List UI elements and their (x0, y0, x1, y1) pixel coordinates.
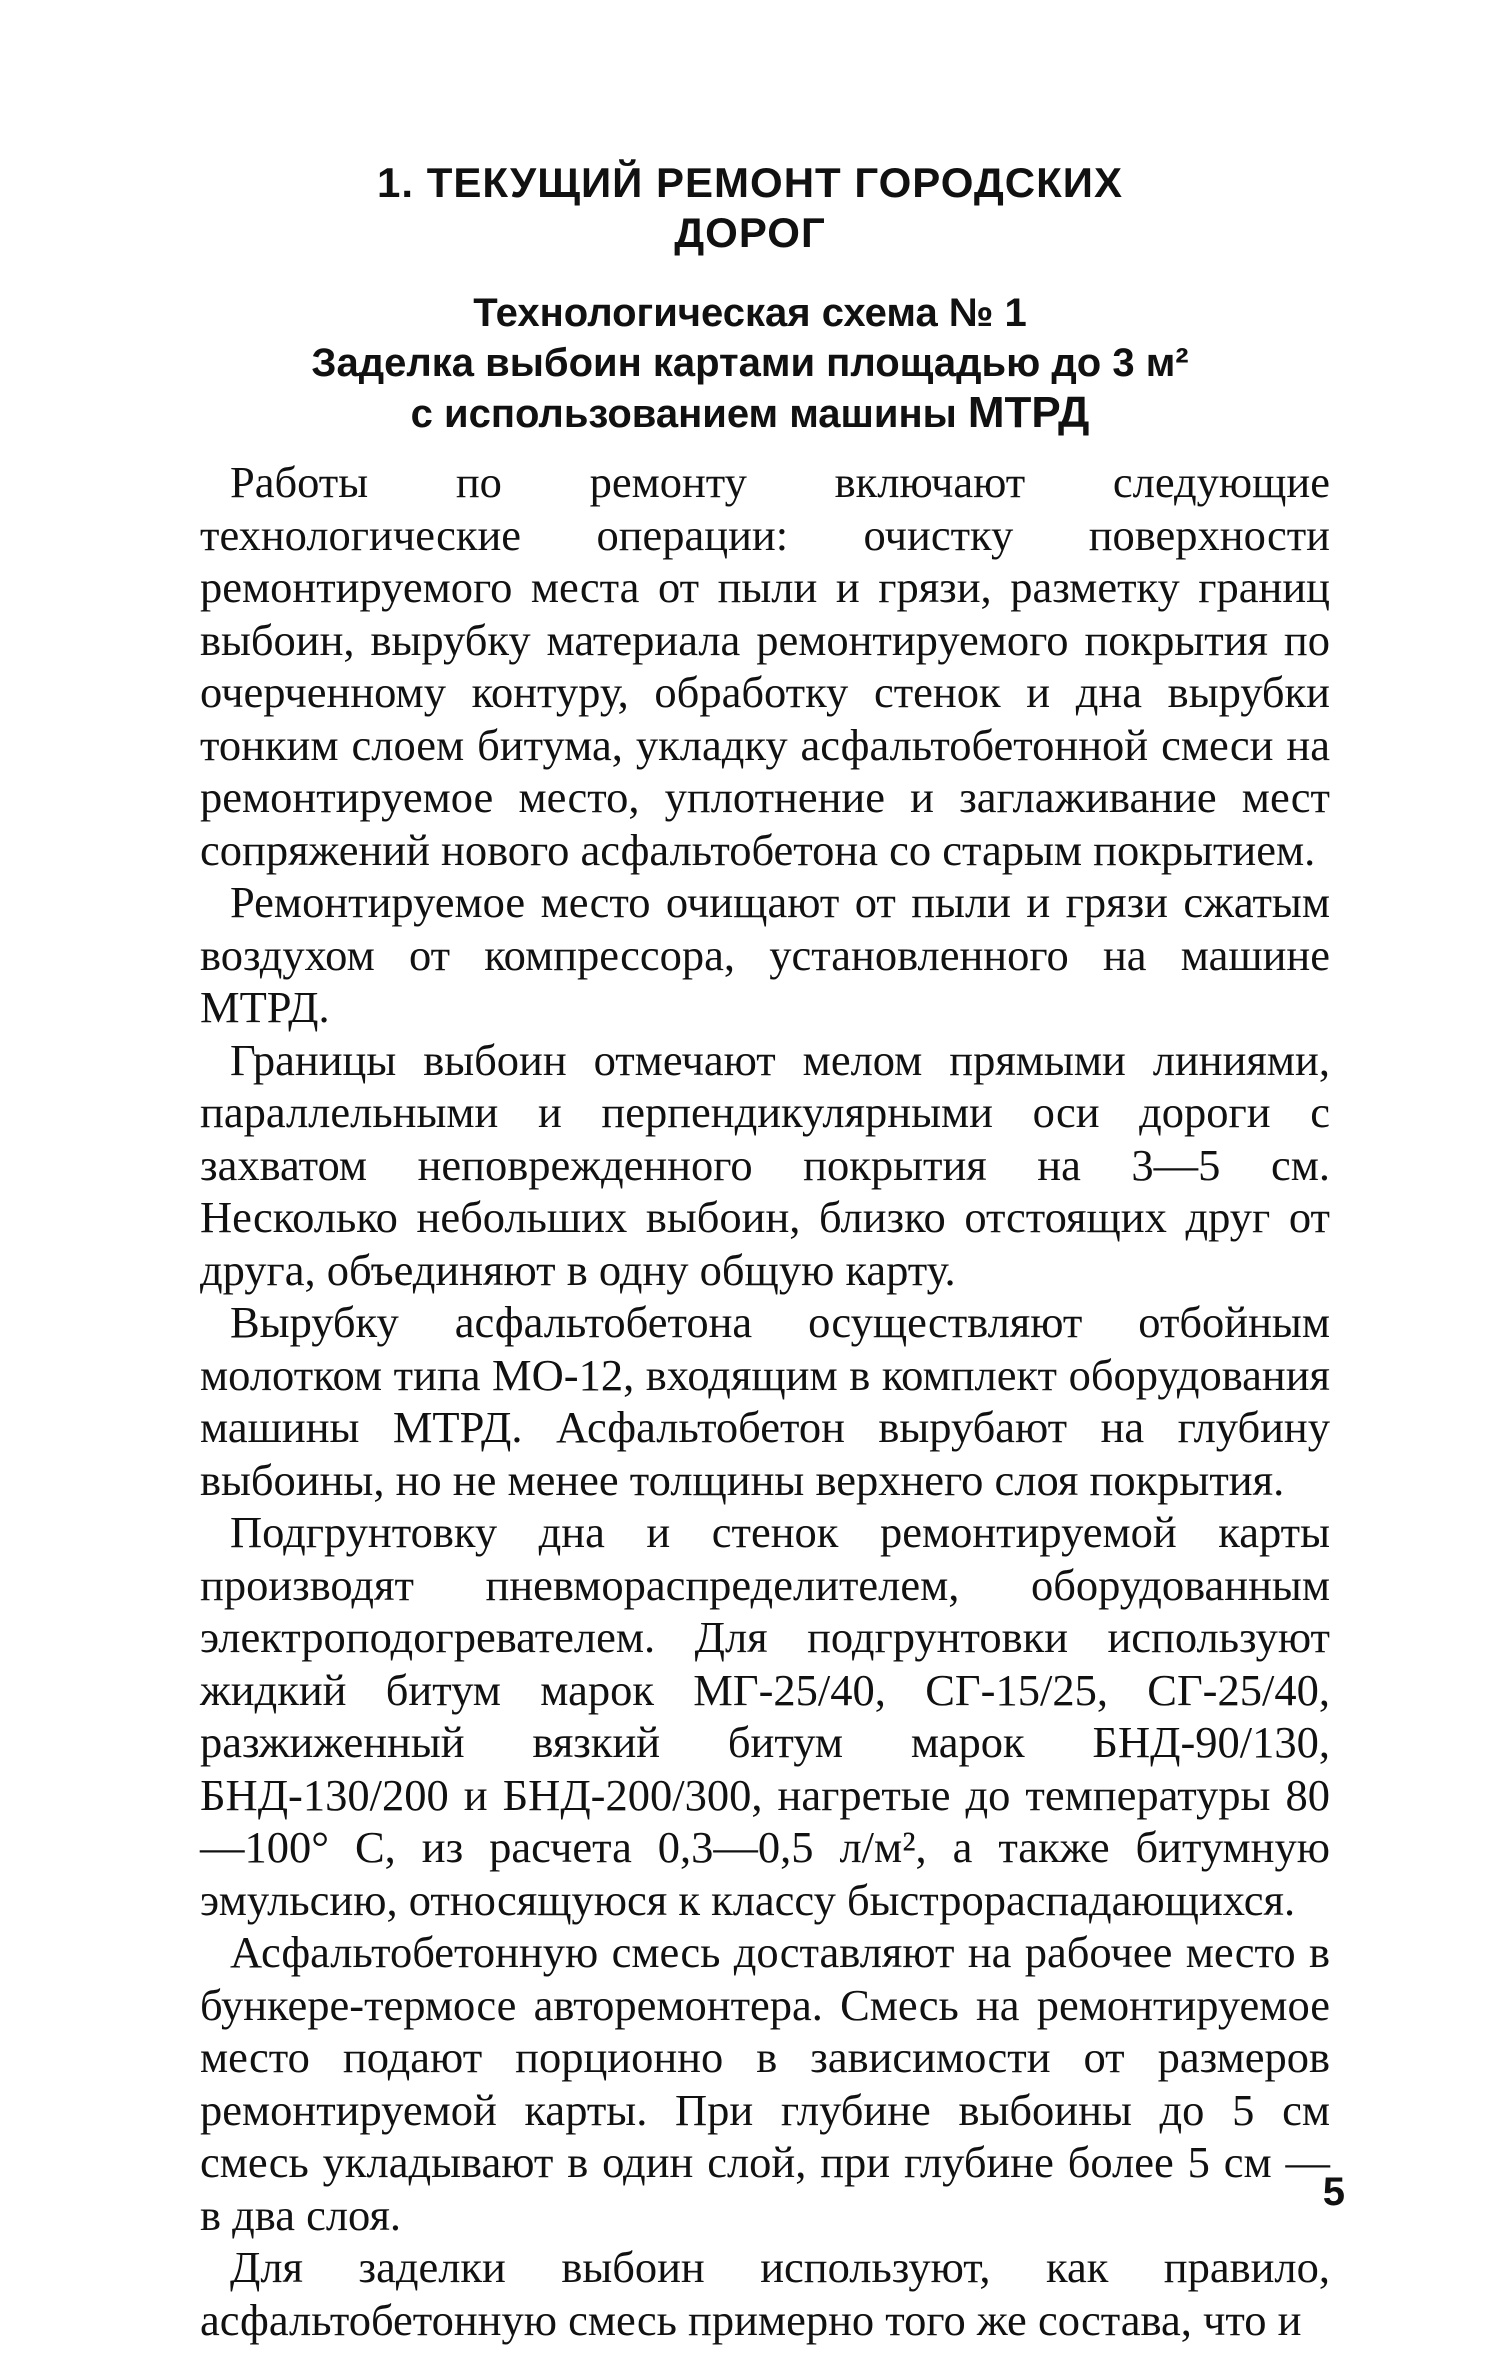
page-number: 5 (1322, 2170, 1345, 2214)
body-text (200, 456, 1330, 2346)
section-heading (0, 158, 1500, 258)
paragraph-4: Вырубку асфальтобетона осуществляют отбойным молотком типа МО-12, входящим в комплект оборудования машины МТРД. Асфальтобетон вырубают на глубину выбоины, но не менее толщины верхнего слоя покрытия. (200, 1297, 1330, 1505)
paragraph-3: Границы выбоин отмечают мелом прямыми линиями, параллельными и перпендикулярными оси дороги с захватом неповрежденного покрытия на 3—5 см. Несколько небольших выбоин, близко отстоящих друг от друга, объединяют в одну общую карту. (200, 1034, 1330, 1295)
paragraph-7: Для заделки выбоин используют, как правило, асфальтобетонную смесь примерно того же состава, что и (200, 2242, 1330, 2345)
scheme-heading-line-1: Технологическая схема № 1 (473, 291, 1027, 335)
scheme-heading (0, 288, 1500, 439)
machine-name: МТРД (967, 388, 1090, 437)
scheme-heading-line-2: Заделка выбоин картами площадью до 3 м² (311, 341, 1189, 385)
paragraph-6: Асфальтобетонную смесь доставляют на рабочее место в бункере-термосе авторемонтера. Смесь на ремонтируемое место подают порционно в зависимости от размеров ремонтируемой карты. При глубине выбоины до 5 см смесь укладывают в один слой, при глубине более 5 см — в два слоя. (200, 1927, 1330, 2240)
paragraph-5: Подгрунтовку дна и стенок ремонтируемой карты производят пневмораспределителем, оборудованным электроподогревателем. Для подгрунтовки используют жидкий битум марок МГ-25/40, СГ-15/25, СГ-25/40, разжиженный вязкий битум марок БНД-90/130, БНД-130/200 и БНД-200/300, нагретые до температуры 80—100° С, из расчета 0,3—0,5 л/м², а также битумную эмульсию, относящуюся к классу быстрораспадающихся. (200, 1507, 1330, 1925)
paragraph-1: Работы по ремонту включают следующие технологические операции: очистку поверхности ремонтируемого места от пыли и грязи, разметку границ выбоин, вырубку материала ремонтируемого покрытия по очерченному контуру, обработку стенок и дна вырубки тонким слоем битума, укладку асфальтобетонной смеси на ремонтируемое место, уплотнение и заглаживание мест сопряжений нового асфальтобетона со старым покрытием. (200, 457, 1330, 875)
scheme-heading-line-3-prefix: с использованием машины (410, 392, 968, 436)
section-heading-line-1: 1. ТЕКУЩИЙ РЕМОНТ ГОРОДСКИХ (377, 159, 1123, 206)
section-heading-line-2: ДОРОГ (674, 209, 826, 256)
scheme-heading-line-3 (0, 388, 1500, 439)
paragraph-2: Ремонтируемое место очищают от пыли и грязи сжатым воздухом от компрессора, установленного на машине МТРД. (200, 877, 1330, 1032)
